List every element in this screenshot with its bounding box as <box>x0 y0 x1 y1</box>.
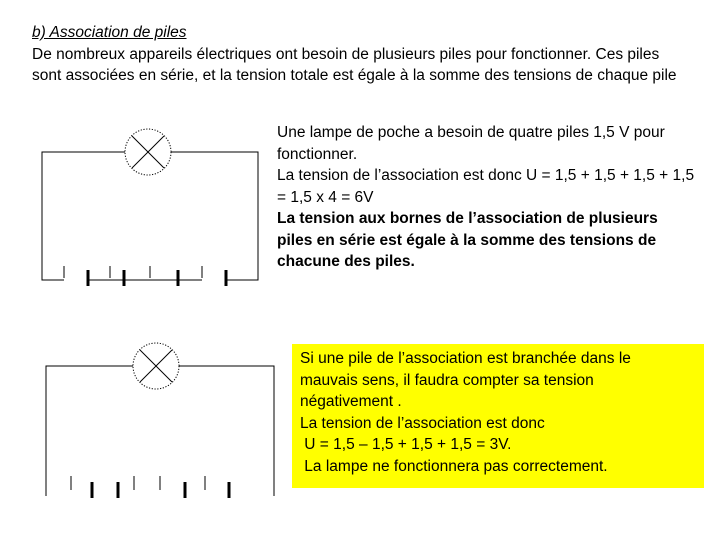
circuit-diagram-series <box>30 120 270 300</box>
section-heading: b) Association de piles <box>32 24 187 41</box>
note-conclusion: La lampe ne fonctionnera pas correctement. <box>300 457 608 475</box>
lamp-icon <box>125 129 171 175</box>
example-1-calculation: La tension de l’association est donc U = 1,5 + 1,5 + 1,5 + 1,5 = 1,5 x 4 = 6V <box>277 167 695 206</box>
intro-section <box>32 22 692 87</box>
wire-right <box>171 152 258 280</box>
note-line: La tension de l’association est donc <box>300 414 545 432</box>
battery-icon <box>118 476 134 498</box>
battery-icon <box>160 476 185 498</box>
wire-left <box>46 366 133 496</box>
battery-icon <box>205 476 229 498</box>
wire-left <box>42 152 125 280</box>
note-line: mauvais sens, il faudra compter sa tension <box>300 371 594 389</box>
intro-paragraph: De nombreux appareils électriques ont besoin de plusieurs piles pour fonctionner. Ces piles sont associées en série, et la tension totale est égale à la somme des tensions de chaque pile <box>32 45 677 84</box>
circuit-diagram-reversed <box>30 336 290 516</box>
battery-icon <box>110 266 124 286</box>
note-calculation: U = 1,5 – 1,5 + 1,5 + 1,5 = 3V. <box>300 436 512 453</box>
note-line: Si une pile de l’association est branchée dans le <box>300 350 631 367</box>
example-1-statement: Une lampe de poche a besoin de quatre piles 1,5 V pour fonctionner. <box>277 124 665 163</box>
lamp-icon <box>133 343 179 389</box>
series-rule: La tension aux bornes de l’association de plusieurs piles en série est égale à la somme des tensions de chacune des piles. <box>277 210 658 270</box>
example-1-text <box>277 122 697 273</box>
reversed-cell-note <box>292 344 704 488</box>
battery-icon <box>150 266 178 286</box>
battery-icon <box>71 476 92 498</box>
note-line: négativement . <box>300 393 402 410</box>
wire-right <box>179 366 274 496</box>
battery-icon <box>64 266 88 286</box>
battery-icon <box>202 266 226 286</box>
